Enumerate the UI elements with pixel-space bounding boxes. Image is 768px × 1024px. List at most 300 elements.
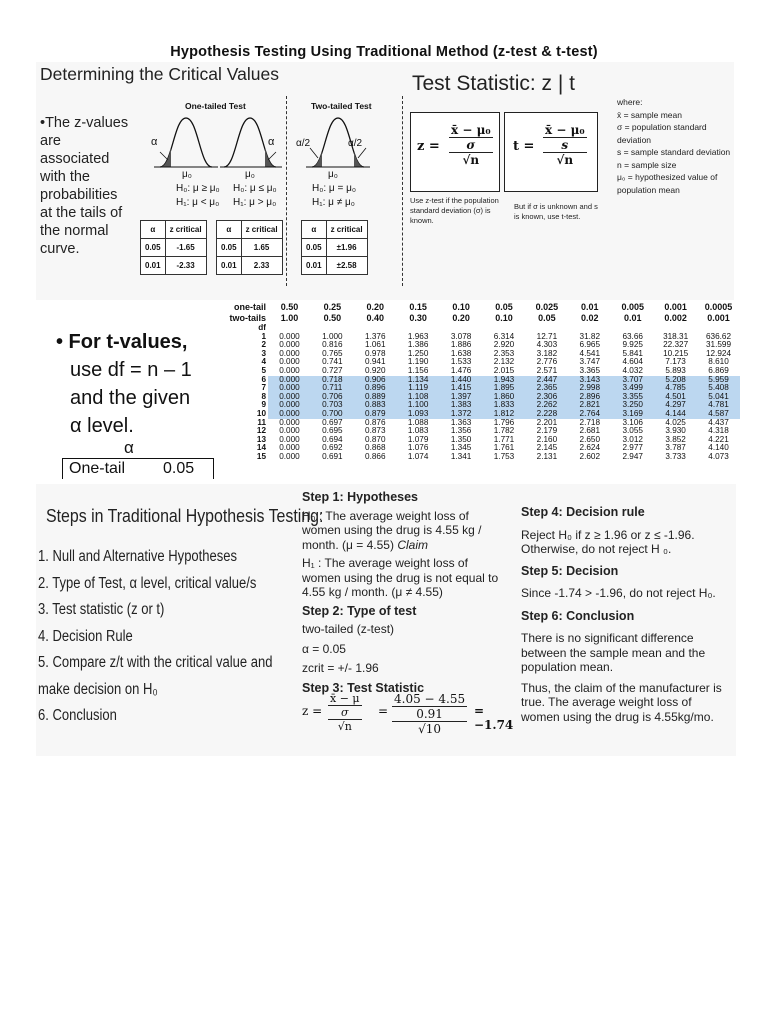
fraction-root: √10 [418, 722, 442, 736]
table-cell: 1.65 [241, 239, 282, 257]
step-1-h1: H₁ : The average weight loss of women using the drug is not equal to 4.55 kg / month. (μ ≠ 4.55) [302, 556, 499, 599]
equals-sign: = [378, 704, 389, 718]
t-denominator-s: s [543, 138, 587, 153]
row-label: 11 [257, 417, 266, 427]
table-cell: 1.753 [493, 451, 515, 461]
fraction-denominator: 0.91 [392, 707, 467, 722]
table-cell: 2.131 [536, 451, 558, 461]
table-cell: 2.977 [622, 443, 643, 453]
h0-statement: H₀ : The average weight loss of women using the drug is 4.55 kg / month. (μ = 4.55) [302, 508, 482, 552]
table-cell: 3.143 [568, 376, 611, 385]
table-cell: 2.262 [525, 401, 568, 410]
table-cell: 4.303 [536, 340, 558, 350]
table-cell: 1.156 [407, 365, 429, 375]
table-cell: 2.015 [493, 365, 515, 375]
table-cell: 3.106 [622, 417, 643, 427]
table-cell: 0.000 [279, 340, 300, 350]
table-cell: 1.088 [407, 417, 429, 427]
table-cell: 2.718 [579, 417, 601, 427]
table-cell: 0.978 [365, 348, 386, 358]
table-cell: 318.31 [663, 331, 689, 341]
table-cell: 22.327 [663, 340, 689, 350]
table-cell: 1.119 [397, 384, 440, 393]
table-cell: 3.012 [622, 434, 643, 444]
table-cell: 0.706 [311, 393, 354, 402]
row-label: df [258, 323, 266, 332]
table-cell: 1.796 [493, 417, 515, 427]
table-cell: 3.250 [611, 401, 654, 410]
table-cell: 5.208 [654, 376, 697, 385]
step-6-text-a: There is no significant difference between the sample mean and the population mean. [521, 631, 706, 674]
alpha-label: α [151, 136, 158, 148]
z-denominator-sigma: σ [449, 138, 493, 153]
table-cell: 0.000 [279, 451, 300, 461]
table-cell: 0.691 [322, 451, 343, 461]
z-lhs: z = [417, 139, 440, 154]
table-cell: 6.965 [579, 340, 601, 350]
table-header: z critical [165, 221, 206, 239]
mu-label: μ₀ [182, 169, 192, 180]
table-cell: 0.30 [409, 313, 427, 323]
table-cell: 0.741 [322, 357, 343, 367]
table-cell: 0.868 [365, 443, 386, 453]
table-cell: 1.079 [407, 434, 429, 444]
steps-heading: Steps in Traditional Hypothesis Testing: [46, 505, 324, 526]
table-cell: 0.01 [302, 257, 327, 275]
table-cell: 3.852 [665, 434, 686, 444]
row-label: 5 [261, 365, 266, 375]
table-cell: 5.408 [697, 384, 740, 393]
table-cell: 3.055 [622, 426, 643, 436]
table-cell: 1.415 [440, 384, 483, 393]
table-cell: 2.602 [579, 451, 601, 461]
table-cell: 0.01 [581, 302, 599, 312]
table-cell: 0.000 [279, 365, 300, 375]
table-cell: 6.314 [493, 331, 515, 341]
table-cell: 0.876 [365, 417, 386, 427]
table-cell: 0.0005 [704, 302, 733, 312]
table-cell: 0.20 [366, 302, 385, 312]
table-cell: 0.05 [495, 302, 513, 312]
table-cell: 2.764 [568, 410, 611, 419]
table-cell: 12.924 [706, 348, 732, 358]
table-cell: 0.000 [279, 331, 300, 341]
table-cell: 0.20 [452, 313, 470, 323]
table-cell: 0.002 [664, 313, 687, 323]
table-cell: 1.812 [483, 410, 526, 419]
z-formula-fraction [449, 123, 493, 167]
row-label: one-tail [233, 302, 266, 312]
table-cell: 4.140 [708, 443, 729, 453]
variable-definitions [617, 96, 735, 196]
table-cell: 0.025 [535, 302, 559, 312]
t-formula-fraction [543, 123, 587, 167]
table-cell: 1.963 [407, 331, 429, 341]
table-cell: 2.353 [493, 348, 515, 358]
step-1-heading: Step 1: Hypotheses [302, 490, 419, 504]
table-cell: 4.587 [697, 410, 740, 419]
table-cell: 5.959 [697, 376, 740, 385]
table-cell: 1.356 [450, 426, 472, 436]
t-values-note [56, 328, 216, 440]
steps-list [38, 544, 272, 730]
table-cell: 0.05 [302, 239, 327, 257]
step-6-heading: Step 6: Conclusion [521, 608, 635, 623]
table-cell: 1.383 [440, 401, 483, 410]
table-cell: 0.05 [538, 313, 556, 323]
table-cell: 1.093 [397, 410, 440, 419]
table-cell: 0.870 [365, 434, 386, 444]
table-cell: 0.889 [354, 393, 397, 402]
table-cell: 0.10 [452, 302, 470, 312]
table-cell: 0.000 [279, 348, 300, 358]
table-cell: 5.041 [697, 393, 740, 402]
table-cell: 2.447 [525, 376, 568, 385]
table-cell: 7.173 [665, 357, 686, 367]
table-cell: 2.998 [568, 384, 611, 393]
table-cell: 1.397 [440, 393, 483, 402]
table-cell: 3.169 [611, 410, 654, 419]
step-4-heading: Step 4: Decision rule [521, 505, 645, 519]
table-cell: 4.785 [654, 384, 697, 393]
table-cell: 5.893 [665, 365, 686, 375]
t-distribution-table [222, 302, 740, 474]
steps-column-middle [302, 490, 506, 695]
table-cell: 0.727 [322, 365, 343, 375]
table-cell: 4.501 [654, 393, 697, 402]
table-cell: 636.62 [706, 331, 732, 341]
table-cell: 1.771 [493, 434, 515, 444]
t-values-line: • For t-values, [56, 331, 188, 353]
table-cell: 1.108 [397, 393, 440, 402]
row-label: 14 [256, 443, 266, 453]
table-cell: 0.000 [279, 434, 300, 444]
test-statistic-heading: Test Statistic: z | t [412, 72, 575, 95]
row-label: 6 [222, 376, 268, 385]
z-formula-box [410, 112, 500, 192]
step-3-heading: Step 3: Test Statistic [302, 680, 425, 695]
table-cell: 1.895 [483, 384, 526, 393]
left-tail-curve [154, 118, 218, 167]
t-table [222, 302, 740, 462]
step-2-alpha: α = 0.05 [302, 641, 346, 656]
list-item: 1. Null and Alternative Hypotheses [38, 548, 238, 565]
table-cell: 4.437 [708, 417, 729, 427]
table-cell: 0.697 [322, 417, 343, 427]
definition-line: n = sample size [617, 159, 677, 170]
table-cell: 3.365 [579, 365, 601, 375]
t-values-line: and the given [70, 387, 191, 409]
z-test-note: Use z-test if the population standard deviation (σ) is known. [410, 196, 499, 225]
table-cell: 0.000 [279, 443, 300, 453]
list-item: make decision on H₀ [38, 680, 158, 698]
alpha-half-label: α/2 [296, 138, 311, 149]
table-cell: 0.695 [322, 426, 343, 436]
row-label: 4 [261, 357, 266, 367]
t-values-line: use df = n – 1 [70, 359, 192, 381]
table-cell: 0.906 [354, 376, 397, 385]
table-cell: 0.01 [623, 313, 642, 323]
hypotheses-two-tail [312, 168, 356, 210]
table-cell: 2.920 [493, 340, 515, 350]
table-cell: 0.711 [311, 384, 354, 393]
table-cell: 0.920 [365, 365, 386, 375]
table-header: α [302, 221, 327, 239]
table-cell: 0.866 [365, 451, 386, 461]
table-cell: 0.000 [279, 426, 300, 436]
row-label: 3 [261, 348, 266, 358]
two-tails-header-row [222, 313, 740, 324]
step-2-type: two-tailed (z-test) [302, 622, 395, 636]
table-cell: 1.345 [450, 443, 472, 453]
table-cell: 0.10 [495, 313, 513, 323]
table-header: α [141, 221, 166, 239]
step-2-zcrit: zcrit = +/- 1.96 [302, 661, 379, 675]
table-cell: 4.032 [622, 365, 643, 375]
t-formula-box [504, 112, 598, 192]
table-cell: 0.25 [323, 302, 342, 312]
list-item: 6. Conclusion [38, 707, 117, 724]
table-cell: 1.386 [407, 340, 429, 350]
table-cell: 2.681 [579, 426, 601, 436]
table-cell: 0.005 [621, 302, 644, 312]
table-cell: 1.083 [407, 426, 429, 436]
table-cell: 12.71 [536, 331, 558, 341]
z-values-bullet: •The z-values are associated with the probabilities at the tails of the normal curve. [40, 115, 129, 257]
alpha-half-label: α/2 [348, 138, 363, 149]
table-cell: 0.01 [217, 257, 242, 275]
table-cell: 1.886 [450, 340, 472, 350]
table-header: z critical [326, 221, 367, 239]
row-label: 1 [261, 331, 266, 341]
table-cell: 5.841 [622, 348, 643, 358]
hypotheses-left-tail [176, 168, 220, 210]
table-cell: 0.05 [217, 239, 242, 257]
table-cell: 1.061 [365, 340, 386, 350]
list-item: 2. Type of Test, α level, critical value/s [38, 574, 257, 592]
table-cell: 3.078 [450, 331, 472, 341]
t-test-note: But if σ is unknown and s is known, use t-test. [514, 202, 598, 221]
one-tailed-label: One-tailed Test [185, 101, 246, 111]
row-label: 9 [222, 401, 268, 410]
table-cell: 2.365 [525, 384, 568, 393]
table-cell: 0.700 [311, 410, 354, 419]
table-cell: 1.134 [397, 376, 440, 385]
formula-result: = −1.74 [474, 704, 514, 732]
formula-fraction-values [392, 692, 467, 736]
table-cell: 0.000 [268, 376, 311, 385]
table-cell: 1.190 [407, 357, 429, 367]
table-cell: 0.000 [279, 417, 300, 427]
table-cell: 2.821 [568, 401, 611, 410]
definition-line: where: [617, 97, 643, 107]
table-cell: 1.100 [397, 401, 440, 410]
h0-label: H₀: μ = μ₀ [312, 183, 356, 194]
table-cell: 1.372 [440, 410, 483, 419]
table-cell: 4.221 [708, 434, 729, 444]
claim-label: Claim [397, 537, 428, 552]
table-cell: 1.074 [407, 451, 429, 461]
mu-label: μ₀ [245, 169, 255, 180]
definition-line: s = sample standard deviation [617, 147, 731, 157]
table-header: z critical [241, 221, 282, 239]
t-lhs: t = [513, 139, 535, 154]
table-cell: -1.65 [165, 239, 206, 257]
z-critical-table-two-tailed [301, 220, 368, 275]
table-cell: 1.943 [483, 376, 526, 385]
list-item: 5. Compare z/t with the critical value and [38, 654, 273, 671]
table-cell: 4.144 [654, 410, 697, 419]
table-cell: 2.776 [536, 357, 558, 367]
table-cell: 3.787 [665, 443, 686, 453]
table-cell: 0.02 [581, 313, 599, 323]
step-3-formula [302, 692, 522, 752]
table-cell: 2.306 [525, 393, 568, 402]
fraction-numerator: x̄ − μ [330, 692, 360, 705]
table-cell: 1.076 [407, 443, 429, 453]
table-cell: 2.624 [579, 443, 601, 453]
table-cell: 0.879 [354, 410, 397, 419]
table-cell: 4.297 [654, 401, 697, 410]
document-title: Hypothesis Testing Using Traditional Method (z-test & t-test) [170, 44, 598, 60]
table-cell: 4.781 [697, 401, 740, 410]
row-label: 2 [261, 340, 266, 350]
table-cell: 0.694 [322, 434, 343, 444]
step-1-h0 [302, 509, 506, 553]
table-cell: 1.250 [407, 348, 429, 358]
fraction-root: √n [337, 720, 352, 733]
table-cell: 3.733 [665, 451, 686, 461]
table-cell: 1.000 [322, 331, 343, 341]
alpha-symbol: α [124, 438, 134, 457]
table-cell: ±1.96 [326, 239, 367, 257]
row-label: two-tails [229, 313, 266, 323]
table-cell: 0.000 [268, 393, 311, 402]
row-label: 13 [256, 434, 266, 444]
table-cell: 0.01 [141, 257, 166, 275]
one-tail-box [62, 458, 214, 479]
table-cell: 0.703 [311, 401, 354, 410]
one-tail-value: 0.05 [163, 460, 195, 477]
definition-line: μ₀ = hypothesized value of population mean [617, 172, 718, 195]
table-cell: 4.025 [665, 417, 686, 427]
table-cell: 9.925 [622, 340, 643, 350]
divider-line [402, 96, 403, 286]
z-critical-table-right [216, 220, 283, 275]
table-cell: 1.782 [493, 426, 515, 436]
table-cell: 0.883 [354, 401, 397, 410]
table-cell: 1.761 [493, 443, 515, 453]
table-cell: 3.182 [536, 348, 558, 358]
definition-line: σ = population standard deviation [617, 122, 707, 145]
table-cell: 0.692 [322, 443, 343, 453]
table-cell: 2.947 [622, 451, 643, 461]
row-label: 7 [222, 384, 268, 393]
table-cell: 0.50 [280, 302, 299, 312]
table-cell: 63.66 [622, 331, 643, 341]
z-numerator: x̄ − μ₀ [451, 123, 491, 137]
two-tailed-label: Two-tailed Test [311, 101, 372, 111]
z-denominator-root: √n [462, 153, 480, 167]
row-label: 15 [256, 451, 266, 461]
list-item: 4. Decision Rule [38, 627, 133, 645]
mu-label: μ₀ [328, 169, 338, 180]
table-cell: 0.941 [365, 357, 386, 367]
t-denominator-root: √n [556, 153, 574, 167]
table-cell: 3.747 [579, 357, 601, 367]
step-2-heading: Step 2: Type of test [302, 603, 417, 618]
table-cell: 2.132 [493, 357, 515, 367]
step-6-text-b: Thus, the claim of the manufacturer is true. The average weight loss of women using the drug is 4.55kg/mo. [521, 680, 722, 724]
z-critical-table-left [140, 220, 207, 275]
table-cell: 1.376 [365, 331, 386, 341]
list-item: 3. Test statistic (z or t) [38, 601, 165, 618]
table-cell: 2.33 [241, 257, 282, 275]
table-cell: 10.215 [663, 348, 689, 358]
critical-values-heading: Determining the Critical Values [40, 64, 279, 84]
h1-label: H₁: μ > μ₀ [233, 197, 277, 208]
table-cell: -2.33 [165, 257, 206, 275]
formula-lhs: z = [302, 704, 323, 718]
t-numerator: x̄ − μ₀ [545, 123, 585, 137]
table-cell: 1.350 [450, 434, 472, 444]
table-cell: 1.533 [450, 357, 472, 367]
table-cell: 0.001 [664, 302, 687, 312]
table-header: α [217, 221, 242, 239]
table-cell: 2.179 [536, 426, 558, 436]
table-cell: 0.000 [279, 357, 300, 367]
table-cell: 0.15 [409, 302, 427, 312]
one-tail-header-row [222, 302, 740, 313]
table-cell: 31.599 [706, 340, 732, 350]
table-cell: 1.363 [450, 417, 472, 427]
table-cell: 1.476 [450, 365, 472, 375]
table-cell: 2.145 [536, 443, 558, 453]
table-row [222, 453, 740, 462]
table-cell: 2.160 [536, 434, 558, 444]
table-cell: 4.073 [708, 451, 729, 461]
table-cell: 8.610 [708, 357, 729, 367]
table-cell: 4.604 [622, 357, 643, 367]
table-cell: ±2.58 [326, 257, 367, 275]
h0-label: H₀: μ ≤ μ₀ [233, 183, 277, 194]
table-cell: 1.341 [450, 451, 472, 461]
table-cell: 4.541 [579, 348, 601, 358]
table-cell: 1.833 [483, 401, 526, 410]
row-label: 12 [256, 426, 266, 436]
step-4-text: Reject H₀ if z ≥ 1.96 or z ≤ -1.96. Otherwise, do not reject H ₀. [521, 527, 695, 556]
table-cell: 1.00 [280, 313, 299, 323]
row-label: 8 [222, 393, 268, 402]
step-5-heading: Step 5: Decision [521, 563, 619, 578]
table-cell: 3.707 [611, 376, 654, 385]
table-cell: 0.873 [365, 426, 386, 436]
fraction-denominator: σ [328, 706, 362, 720]
formula-fraction-general [328, 692, 362, 733]
table-cell: 2.896 [568, 393, 611, 402]
table-cell: 3.499 [611, 384, 654, 393]
table-cell: 0.816 [322, 340, 343, 350]
table-cell: 3.355 [611, 393, 654, 402]
alpha-label: α [268, 136, 275, 148]
one-tail-label: One-tail [69, 460, 126, 477]
table-cell: 0.000 [268, 410, 311, 419]
table-cell: 0.896 [354, 384, 397, 393]
fraction-numerator: 4.05 − 4.55 [394, 692, 466, 706]
table-cell: 2.201 [536, 417, 558, 427]
h1-label: H₁: μ < μ₀ [176, 197, 220, 208]
steps-column-right [521, 505, 725, 724]
